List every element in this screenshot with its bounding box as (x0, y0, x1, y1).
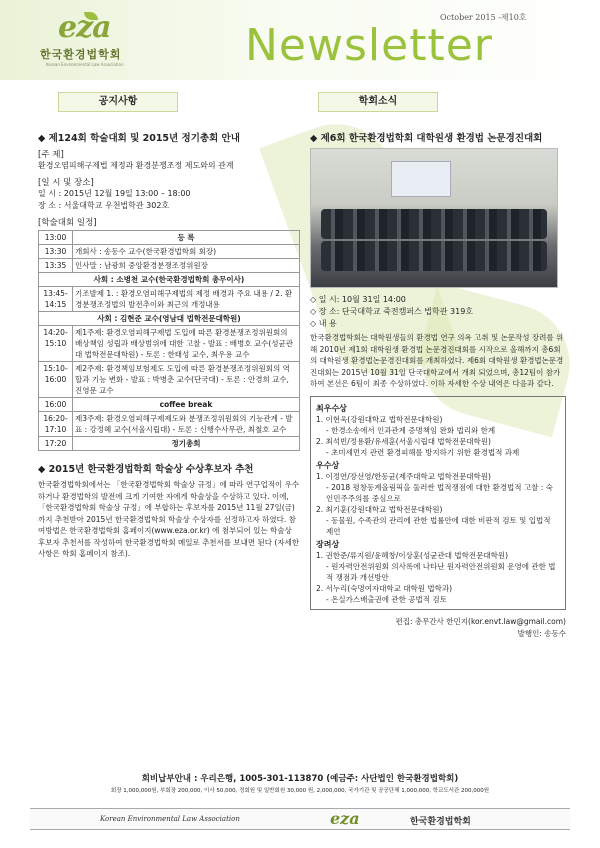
program-row (39, 259, 300, 273)
right-column (310, 130, 566, 640)
left-column (38, 130, 300, 560)
program-row (39, 326, 300, 362)
program-time: 16:00 (39, 398, 73, 412)
program-table (38, 230, 300, 451)
award-category: 우수상 (316, 460, 340, 470)
header (0, 0, 600, 80)
award-title: - 초미세먼지 관련 환경피해를 방지하기 위한 환경법적 과제 (326, 447, 520, 457)
projector-screen (391, 161, 451, 197)
fee-info: 회장 1,000,000원, 부회장 200,000, 이사 50,000, 정회원 및 일반회원 30,000 원, 2,000,000, 국가기관 및 공공단체 1,000,000, 학교도서관 200,000원 (110, 788, 490, 794)
contest-heading: ◆ 제6회 한국환경법학회 대학원생 환경법 논문경진대회 (310, 133, 543, 144)
award-category: 최우수상 (316, 403, 347, 413)
program-chair: 사회 : 소병천 교수(한국환경법학회 총무이사) (39, 273, 300, 287)
logo (40, 10, 160, 70)
program-time: 16:20-17:10 (39, 412, 73, 437)
topic-label: [주 제] (38, 150, 64, 160)
program-content: 제1주제: 환경오염피해구제법 도입에 따른 환경분쟁조정위원회의 배상책임 성립과 배상범위에 대한 고찰 - 발표 : 배병호 교수(성균관대 법학전문대학원) - 토론 : 한태성 교수, 최우용 교수 (73, 326, 300, 362)
footer-logo: eza (330, 809, 360, 828)
when-label: [일 시 및 장소] (38, 178, 94, 188)
award-title: - 한경소송에서 인과관계 증명책임 완화 법리와 한계 (326, 425, 496, 435)
program-content: 정기총회 (73, 437, 300, 451)
awards-box (310, 396, 566, 610)
program-content: 기조발제 1. : 환경오염피해구제법의 제정 배경과 주요 내용 / 2. 환경분쟁조정법의 발전추이와 최근의 개정내용 (73, 287, 300, 312)
award-winner: 2. 최석빈/정용환/유세훈(서울시립대 법학전문대학원) (316, 436, 491, 446)
program-time: 13:45-14:15 (39, 287, 73, 312)
program-content: 제3주제: 환경오염피해구제제도와 분쟁조정위원회의 기능관계 - 발표 : 강정혜 교수(서울시립대) - 토론 : 신행수사무관, 최철호 교수 (73, 412, 300, 437)
award-title: - 원자력안전위원회 의사록에 나타난 원자력안전위원회 운영에 관한 법적 쟁점과 개선방안 (326, 561, 556, 582)
section-news: 학회소식 (318, 92, 438, 112)
issue-number: October 2015 -제10호 (440, 13, 527, 22)
people-row (321, 209, 547, 239)
program-label: [학술대회 일정] (38, 218, 97, 228)
program-time: 15:10-16:00 (39, 362, 73, 398)
award-title: - 온실가스배출권에 관한 공법적 검토 (326, 594, 447, 604)
publisher: 발행인: 송동수 (517, 628, 566, 638)
group-photo (310, 148, 558, 288)
contest-place: ◇ 장 소: 단국대학교 죽전캠퍼스 법학관 319호 (310, 307, 474, 316)
program-time: 13:30 (39, 245, 73, 259)
program-content: 인사말 : 남광희 중앙환경분쟁조정위원장 (73, 259, 300, 273)
program-content: 개회사 : 송동수 교수(한국환경법학회 회장) (73, 245, 300, 259)
org-name-ko: 한국환경법학회 (40, 48, 122, 61)
award-winner: 1. 이현욱(강원대학교 법학전문대학원) (316, 414, 443, 424)
program-row (39, 362, 300, 398)
section-notice: 공지사항 (58, 92, 178, 112)
logo-text: eza (58, 10, 111, 45)
newsletter-title: Newsletter (245, 20, 493, 71)
program-row (39, 398, 300, 412)
program-time: 13:00 (39, 231, 73, 245)
program-time: 13:35 (39, 259, 73, 273)
footer-org-en: Korean Environmental Law Association (100, 815, 240, 823)
program-content: 등 록 (73, 231, 300, 245)
program-time: 17:20 (39, 437, 73, 451)
award-text: 한국환경법학회에서는 「한국환경법학회 학술상 규정」에 따라 연구업적이 우수하거나 환경법학의 발전에 크게 기여한 자에게 학술상을 수상하고 있다. 이에, 「한국환경법학회 학술상 규정」에 부합하는 후보자를 2015년 11월 27일(금) 까지 추천받아 2015년 한국환경법학회 학술상 수상자를 선정하고자 하였다. 참여방법은 한국환경법학회 홈페이지(www.eza.or.kr) 에 첨부되어 있는 학술상 후보자 추천서를 작성하여 한국환경법학회 메일로 추천서를 보내면 된다 (자세한 사항은 학회 홈페이지 참조). (38, 480, 300, 558)
people-row (321, 241, 547, 271)
program-row (39, 312, 300, 326)
program-chair: 사회 : 김현준 교수(영남대 법학전문대학원) (39, 312, 300, 326)
award-title: - 동물원, 수족관의 관리에 관한 법률안에 대한 비판적 검토 및 입법적 제언 (326, 515, 551, 536)
conference-place: 장 소 : 서울대학교 우천법학관 302호 (38, 201, 170, 210)
footer-org-ko: 한국환경법학회 (410, 817, 471, 827)
award-winner: 1. 이정연/장선영/한동균(제주대학교 법학전문대학원) (316, 471, 491, 481)
contest-content-label: ◇ 내 용 (310, 319, 337, 328)
program-time: 14:20-15:10 (39, 326, 73, 362)
org-name-en: Korean Environmental Law Association (46, 62, 124, 67)
conference-date: 일 시 : 2015년 12월 19일 13:00 – 18:00 (38, 189, 191, 198)
program-row (39, 412, 300, 437)
award-title: - 2018 평창동계올림픽을 둘러싼 법적쟁점에 대한 환경법적 고찰 : 숙인민주주의를 중심으로 (326, 482, 553, 503)
program-row (39, 437, 300, 451)
account-info: 회비납부안내 : 우리은행, 1005-301-113870 (예금주: 사단법인 한국환경법학회) (141, 774, 459, 784)
topic: 환경오염피해구제법 제정과 환경분쟁조정 제도와의 관계 (38, 161, 234, 170)
conference-heading: ◆ 제124회 학술대회 및 2015년 정기총회 안내 (38, 133, 240, 144)
award-category: 장려상 (316, 539, 340, 549)
award-winner: 2. 서누리(숙명여자대학교 대학원 법학과) (316, 583, 453, 593)
program-row (39, 231, 300, 245)
award-winner: 2. 최기훈(강원대학교 법학전문대학원) (316, 504, 443, 514)
editor: 편집: 총무간사 한민지(kor.envt.law@gmail.com) (395, 616, 566, 626)
program-content: coffee break (73, 398, 300, 412)
award-winner: 1. 권한준/류지원/윤혜창/이상훈(성균관대 법학전문대학원) (316, 550, 508, 560)
footer-band (30, 808, 570, 830)
contest-body: 한국환경법학회는 대학원생들의 환경법 연구 의욕 고취 및 논문작성 장려를 위해 2010년 제1회 대학원생 환경법 논문경진대회를 시작으로 올해까지 총6회의 대학원생 환경법논문경진대회를 개최하였다. 제6회 대학원생 환경법논문경진대회는 2015년 10월 31일 단국대학교에서 개최 되었으며, 총12팀이 참가하여 본선은 6팀이 최종 수상하였다. 이하 자세한 수상 내역은 다음과 같다. (310, 333, 564, 388)
program-row (39, 273, 300, 287)
contest-date: ◇ 일 시: 10월 31일 14:00 (310, 295, 406, 304)
program-row (39, 287, 300, 312)
program-row (39, 245, 300, 259)
footer (30, 772, 570, 794)
award-heading: ◆ 2015년 한국환경법학회 학술상 수상후보자 추천 (38, 464, 254, 475)
program-content: 제2주제: 환경책임보험제도 도입에 따른 환경분쟁조정위원회의 역할과 기능 변화 - 발표 : 박병춘 교수(단국대) - 토론 : 안경희 교수, 진영문 교수 (73, 362, 300, 398)
